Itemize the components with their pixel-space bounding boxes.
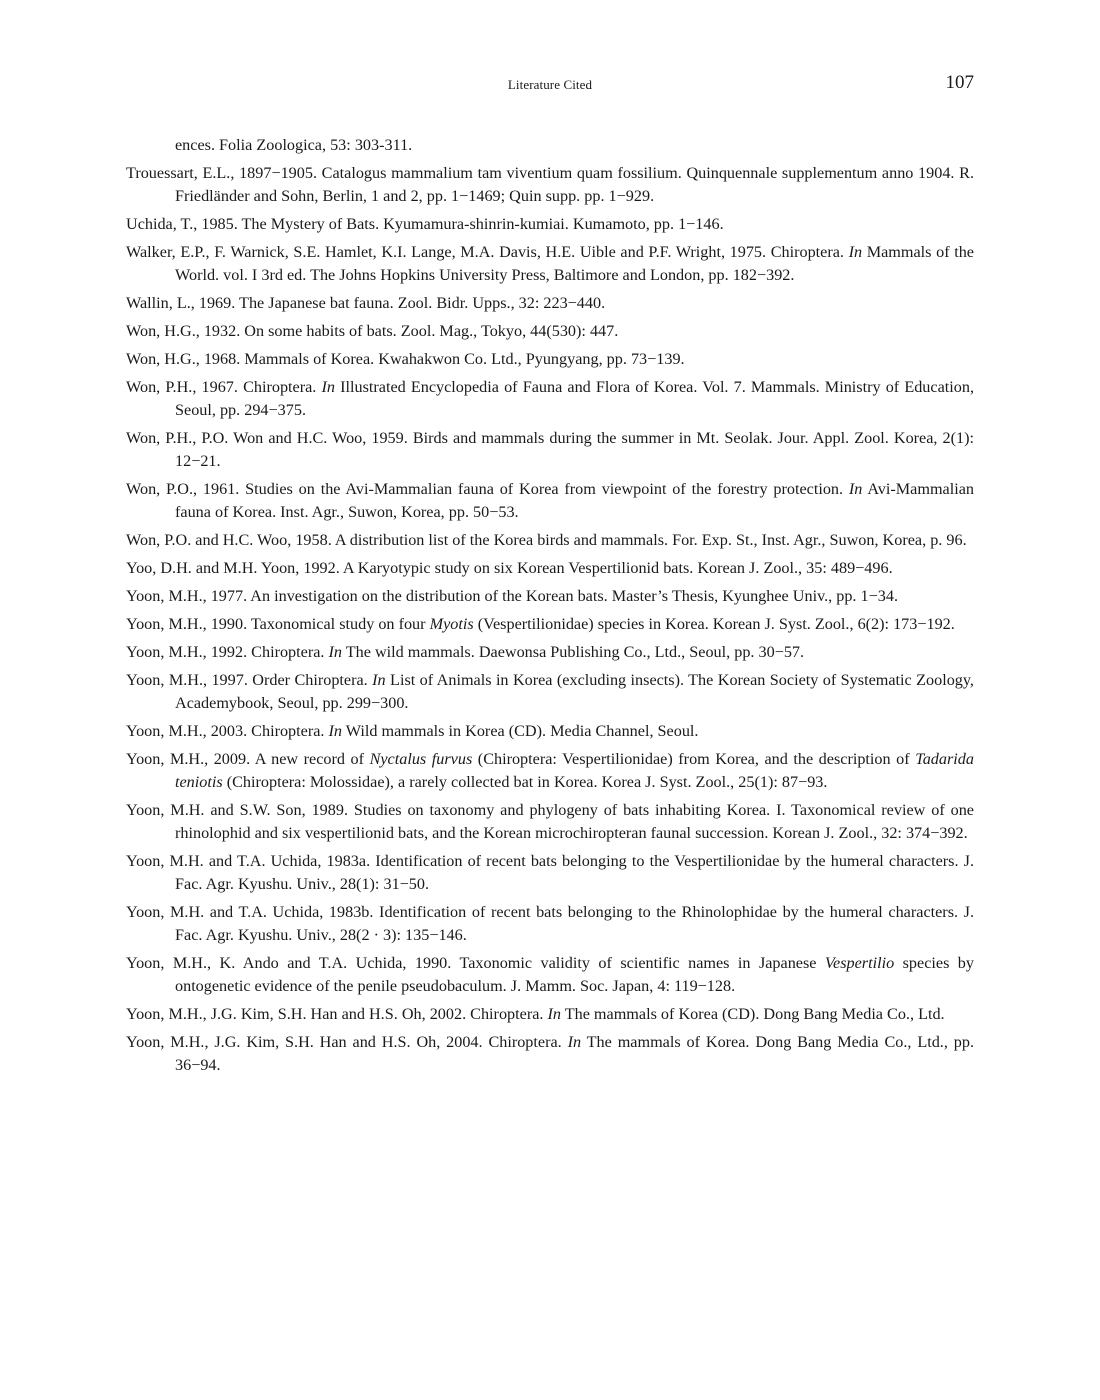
reference-entry <box>126 585 974 608</box>
reference-text: Won, H.G., 1932. On some habits of bats. Zool. Mag., Tokyo, 44(530): 447. <box>126 322 619 340</box>
reference-text: (Chiroptera: Molossidae), a rarely collected bat in Korea. Korea J. Syst. Zool., 25(1): 87−93. <box>222 773 828 791</box>
reference-entry <box>126 529 974 552</box>
reference-entry <box>126 376 974 422</box>
reference-text: The mammals of Korea (CD). Dong Bang Media Co., Ltd. <box>560 1005 945 1023</box>
reference-text: (Chiroptera: Vespertilionidae) from Korea, and the description of <box>472 750 916 768</box>
reference-italic-text: In <box>567 1033 582 1051</box>
reference-text: Walker, E.P., F. Warnick, S.E. Hamlet, K.I. Lange, M.A. Davis, H.E. Uible and P.F. Wright, 1975. Chiroptera. <box>126 243 849 261</box>
reference-italic-text: Tadarida teniotis <box>175 750 974 791</box>
reference-text: Yoon, M.H., 1997. Order Chiroptera. <box>126 671 373 689</box>
reference-entry <box>126 1003 974 1026</box>
reference-text: Won, P.O. and H.C. Woo, 1958. A distribution list of the Korea birds and mammals. For. Exp. St., Inst. Agr., Suwon, Korea, p. 96. <box>126 531 967 549</box>
reference-text: Won, H.G., 1968. Mammals of Korea. Kwahakwon Co. Ltd., Pyungyang, pp. 73−139. <box>126 350 685 368</box>
reference-entry <box>126 134 974 157</box>
page-number: 107 <box>945 72 974 93</box>
reference-italic-text: In <box>848 243 863 261</box>
reference-text: Yoon, M.H., 2009. A new record of <box>126 750 370 768</box>
reference-entry <box>126 162 974 208</box>
reference-entry <box>126 213 974 236</box>
reference-text: species by ontogenetic evidence of the penile pseudobaculum. J. Mamm. Soc. Japan, 4: 119−128. <box>175 954 974 995</box>
reference-entry <box>126 799 974 845</box>
reference-entry <box>126 1031 974 1077</box>
reference-entry <box>126 952 974 998</box>
reference-text: Yoon, M.H., K. Ando and T.A. Uchida, 1990. Taxonomic validity of scientific names in Japanese <box>126 954 825 972</box>
reference-entry <box>126 292 974 315</box>
reference-text: Yoon, M.H., 1992. Chiroptera. <box>126 643 329 661</box>
reference-text: (Vespertilionidae) species in Korea. Korean J. Syst. Zool., 6(2): 173−192. <box>473 615 955 633</box>
reference-text: List of Animals in Korea (excluding insects). The Korean Society of Systematic Zoology, Academybook, Seoul, pp. 299−300. <box>175 671 974 712</box>
reference-text: Yoo, D.H. and M.H. Yoon, 1992. A Karyotypic study on six Korean Vespertilionid bats. Korean J. Zool., 35: 489−496. <box>126 559 893 577</box>
reference-italic-text: In <box>328 722 342 740</box>
reference-text: ences. Folia Zoologica, 53: 303-311. <box>175 136 413 154</box>
reference-italic-text: In <box>848 480 863 498</box>
reference-text: Won, P.H., P.O. Won and H.C. Woo, 1959. Birds and mammals during the summer in Mt. Seolak. Jour. Appl. Zool. Korea, 2(1): 12−21. <box>126 429 974 470</box>
reference-text: Mammals of the World. vol. I 3rd ed. The Johns Hopkins University Press, Baltimore and London, pp. 182−392. <box>175 243 974 284</box>
reference-text: Won, P.H., 1967. Chiroptera. <box>126 378 322 396</box>
reference-entry <box>126 427 974 473</box>
reference-italic-text: In <box>328 643 342 661</box>
reference-text: Yoon, M.H. and T.A. Uchida, 1983a. Identification of recent bats belonging to the Vespertilionidae by the humeral characters. J. Fac. Agr. Kyushu. Univ., 28(1): 31−50. <box>126 852 974 893</box>
reference-italic-text: Myotis <box>429 615 474 633</box>
reference-entry <box>126 669 974 715</box>
reference-text: Yoon, M.H., 1977. An investigation on the distribution of the Korean bats. Master’s Thesis, Kyunghee Univ., pp. 1−34. <box>126 587 898 605</box>
reference-text: Illustrated Encyclopedia of Fauna and Flora of Korea. Vol. 7. Mammals. Ministry of Education, Seoul, pp. 294−375. <box>175 378 974 419</box>
reference-entry <box>126 720 974 743</box>
reference-text: Yoon, M.H., 2003. Chiroptera. <box>126 722 329 740</box>
reference-text: Yoon, M.H., 1990. Taxonomical study on four <box>126 615 430 633</box>
reference-text: Wild mammals in Korea (CD). Media Channel, Seoul. <box>342 722 699 740</box>
reference-text: Avi-Mammalian fauna of Korea. Inst. Agr., Suwon, Korea, pp. 50−53. <box>175 480 975 521</box>
reference-entry <box>126 478 974 524</box>
reference-entry <box>126 641 974 664</box>
reference-entry <box>126 613 974 636</box>
reference-italic-text: In <box>321 378 335 396</box>
reference-italic-text: In <box>547 1005 561 1023</box>
reference-entry <box>126 320 974 343</box>
reference-text: Yoon, M.H. and T.A. Uchida, 1983b. Identification of recent bats belonging to the Rhinolophidae by the humeral characters. J. Fac. Agr. Kyushu. Univ., 28(2 · 3): 135−146. <box>126 903 974 944</box>
reference-entry <box>126 850 974 896</box>
running-head: Literature Cited <box>507 77 593 92</box>
reference-entry <box>126 748 974 794</box>
reference-entry <box>126 557 974 580</box>
reference-entry <box>126 241 974 287</box>
reference-entry <box>126 348 974 371</box>
reference-text: The mammals of Korea. Dong Bang Media Co., Ltd., pp. 36−94. <box>175 1033 974 1074</box>
reference-text: Trouessart, E.L., 1897−1905. Catalogus mammalium tam viventium quam fossilium. Quinquennale supplementum anno 1904. R. Friedländer and Sohn, Berlin, 1 and 2, pp. 1−1469; Quin supp. pp. 1−929. <box>126 164 974 205</box>
reference-text: Wallin, L., 1969. The Japanese bat fauna. Zool. Bidr. Upps., 32: 223−440. <box>126 294 606 312</box>
reference-text: Yoon, M.H. and S.W. Son, 1989. Studies on taxonomy and phylogeny of bats inhabiting Korea. I. Taxonomical review of one rhinolophid and six vespertilionid bats, and the Korean microchiropteran faunal succession. Korean J. Zool., 32: 374−392. <box>126 801 974 842</box>
reference-text: Yoon, M.H., J.G. Kim, S.H. Han and H.S. Oh, 2004. Chiroptera. <box>126 1033 568 1051</box>
reference-italic-text: Nyctalus furvus <box>369 750 473 768</box>
reference-entry <box>126 901 974 947</box>
reference-text: Uchida, T., 1985. The Mystery of Bats. Kyumamura-shinrin-kumiai. Kumamoto, pp. 1−146. <box>126 215 724 233</box>
reference-italic-text: In <box>372 671 386 689</box>
reference-text: Yoon, M.H., J.G. Kim, S.H. Han and H.S. Oh, 2002. Chiroptera. <box>126 1005 548 1023</box>
reference-list <box>126 134 974 1082</box>
reference-text: The wild mammals. Daewonsa Publishing Co., Ltd., Seoul, pp. 30−57. <box>342 643 805 661</box>
reference-italic-text: Vespertilio <box>824 954 895 972</box>
reference-text: Won, P.O., 1961. Studies on the Avi-Mammalian fauna of Korea from viewpoint of the forestry protection. <box>126 480 849 498</box>
